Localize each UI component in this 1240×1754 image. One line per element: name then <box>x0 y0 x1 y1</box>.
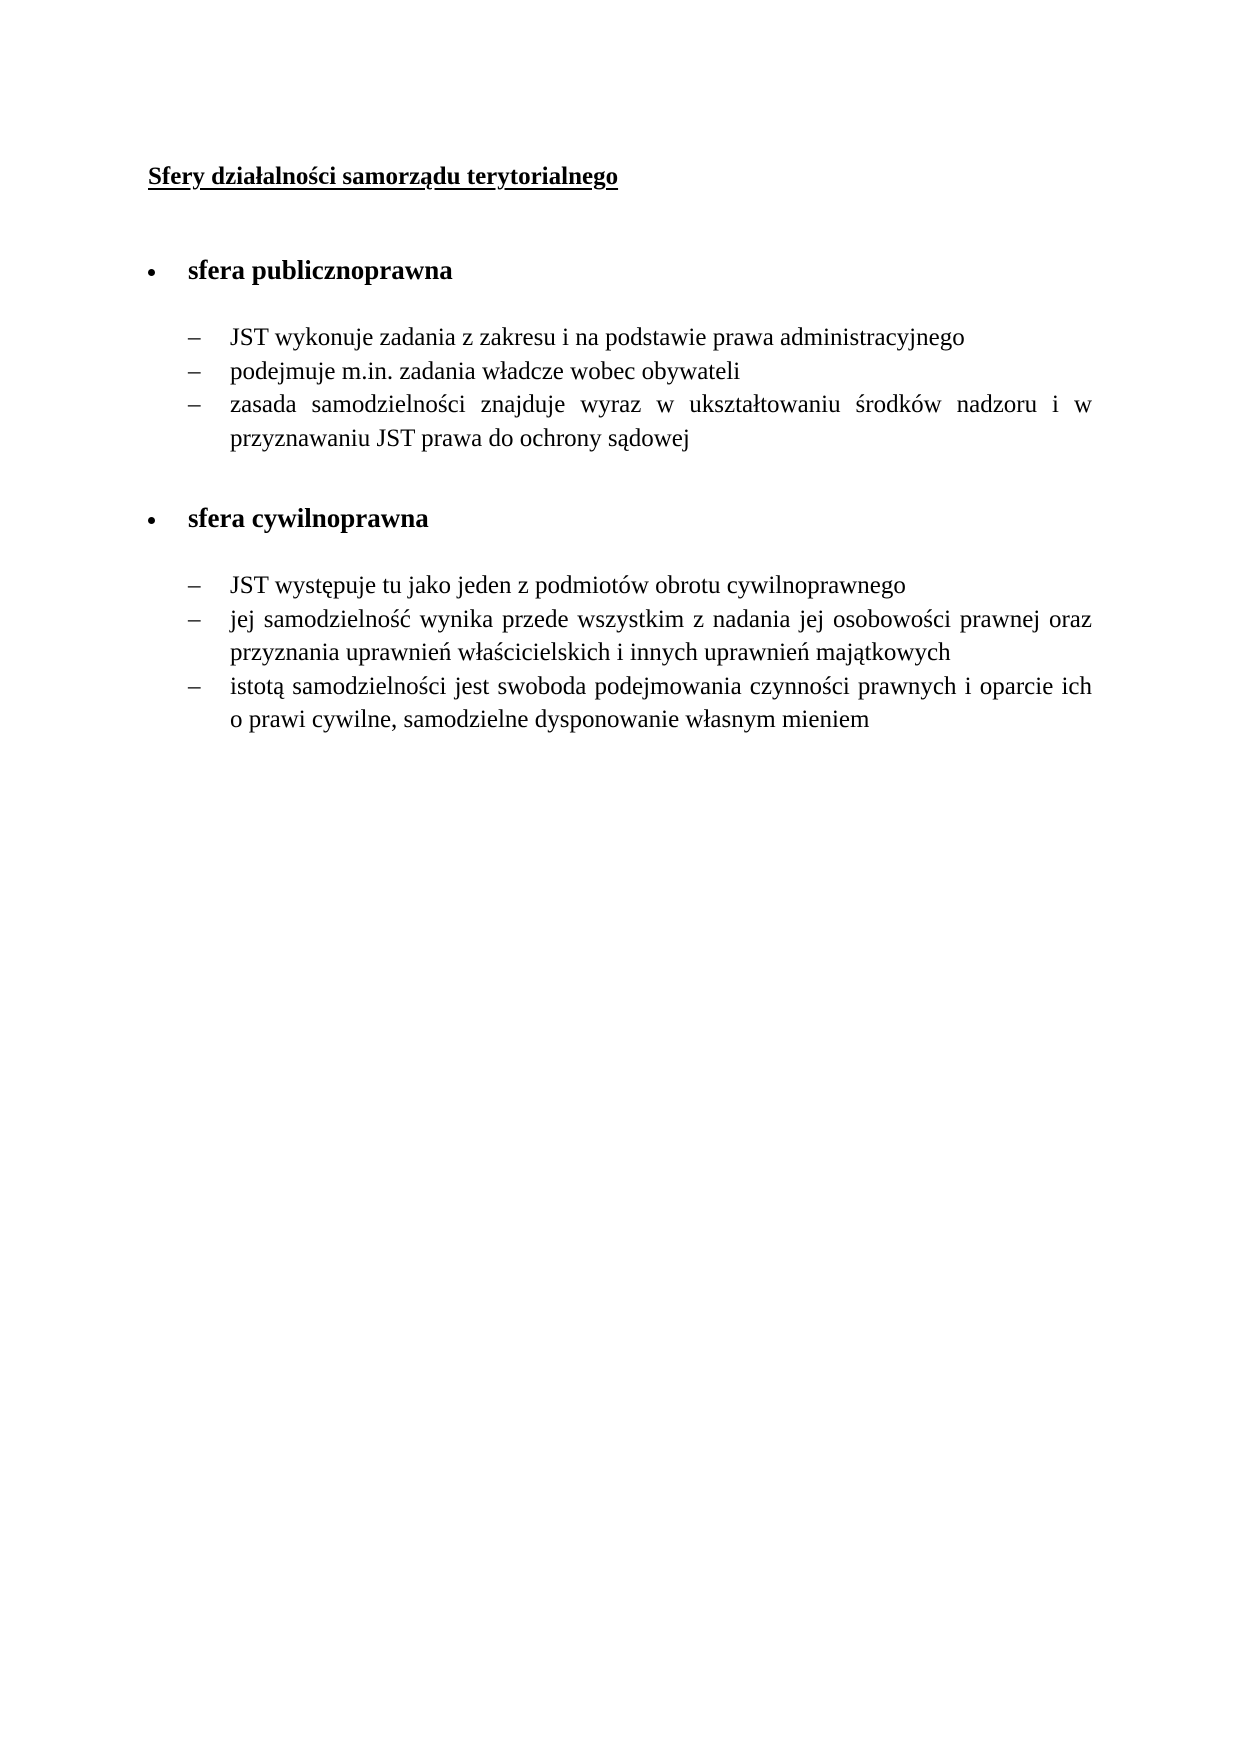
list-item <box>148 670 1092 737</box>
bullet-dot-icon <box>148 517 155 524</box>
dash-icon: – <box>188 572 201 599</box>
list-item-text: JST występuje tu jako jeden z podmiotów obrotu cywilnoprawnego <box>230 572 906 599</box>
bullet-dot-icon <box>148 269 155 276</box>
sub-list <box>148 569 1092 737</box>
list-item <box>148 355 1092 389</box>
dash-icon: – <box>188 672 201 700</box>
dash-icon: – <box>188 357 201 385</box>
section-civil-law <box>148 500 1092 737</box>
list-item <box>148 569 1092 603</box>
list-item <box>148 321 1092 355</box>
section-title: sfera publicznoprawna <box>188 255 453 285</box>
list-item-text: jej samodzielność wynika przede wszystkim z nadania jej osobowości prawnej oraz przyznania uprawnień właścicielskich i innych uprawnień majątkowych <box>230 605 1092 666</box>
list-item <box>148 603 1092 670</box>
list-item <box>148 388 1092 455</box>
dash-icon: – <box>188 605 201 633</box>
list-item-text: istotą samodzielności jest swoboda podejmowania czynności prawnych i oparcie ich o prawi cywilne, samodzielne dysponowanie własnym mieniem <box>230 672 1092 733</box>
section-heading <box>148 500 1092 536</box>
dash-icon: – <box>188 324 201 351</box>
sub-list <box>148 321 1092 455</box>
section-public-law <box>148 252 1092 455</box>
list-item-text: JST wykonuje zadania z zakresu i na podstawie prawa administracyjnego <box>230 324 965 351</box>
list-item-text: podejmuje m.in. zadania władcze wobec obywateli <box>230 357 741 385</box>
section-title: sfera cywilnoprawna <box>188 503 429 533</box>
list-item-text: zasada samodzielności znajduje wyraz w ukształtowaniu środków nadzoru i w przyznawaniu JST prawa do ochrony sądowej <box>230 391 1092 452</box>
dash-icon: – <box>188 391 201 418</box>
page-title: Sfery działalności samorządu terytorialnego <box>148 163 619 190</box>
section-heading <box>148 252 1092 288</box>
